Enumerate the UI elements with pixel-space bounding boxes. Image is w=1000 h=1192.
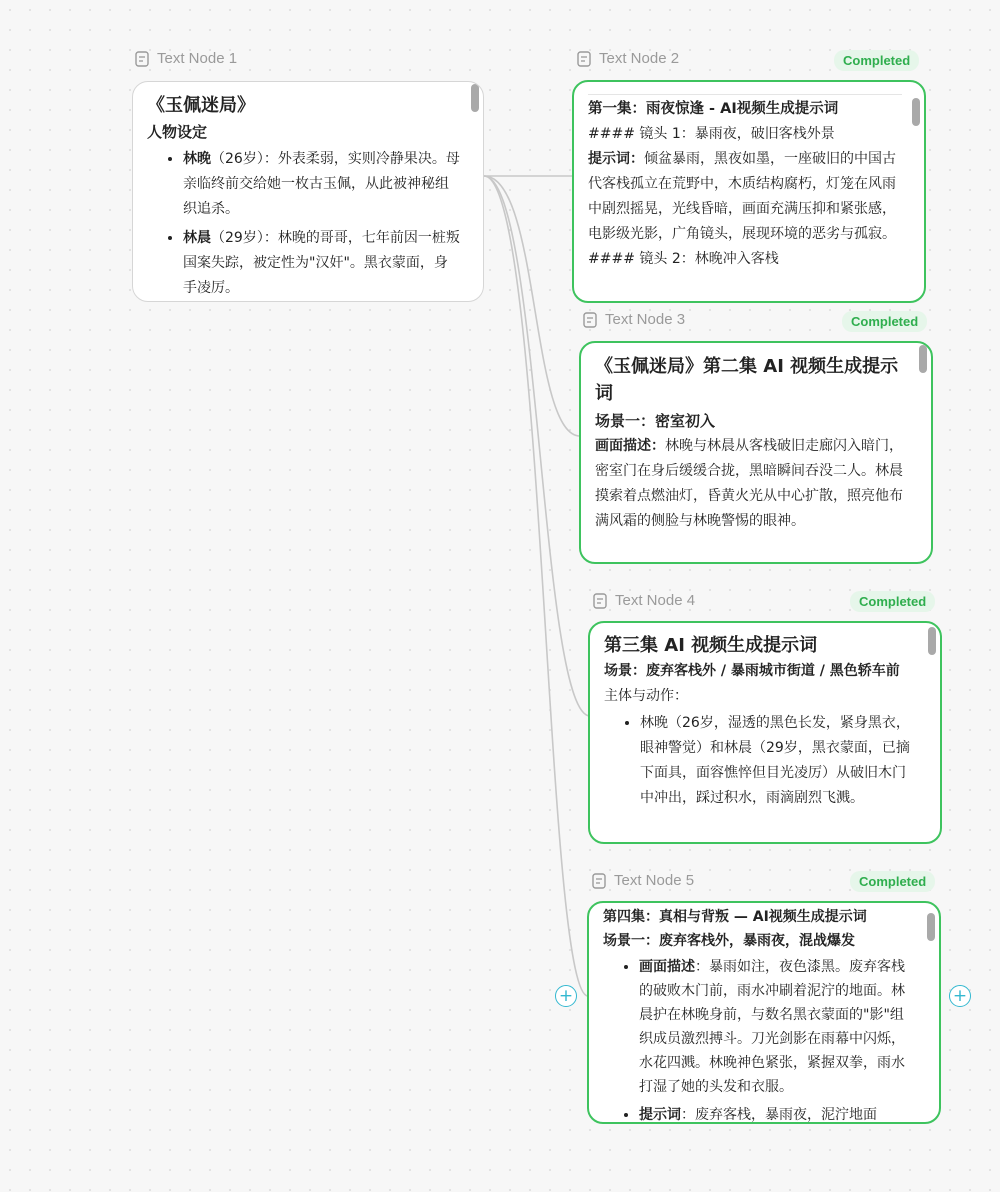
node1-header[interactable]: [135, 50, 237, 67]
list-item: • 林晚（26岁）：外表柔弱，实则冷静果决。母亲临终前交给她一枚古玉佩，从此被神秘组织追杀。: [183, 147, 461, 222]
add-node-left-button[interactable]: [555, 985, 577, 1007]
node1-title: 《玉佩迷局》: [147, 95, 255, 116]
node3-header[interactable]: [583, 311, 685, 328]
document-icon: [135, 51, 149, 67]
list-item: • 林晚（26岁，湿透的黑色长发，紧身黑衣，眼神警觉）和林晨（29岁，黑衣蒙面，已摘下面具，面容憔悴但目光凌厉）从破旧木门中冲出，踩过积水，雨滴剧烈飞溅。: [640, 711, 918, 811]
node1-label: Text Node 1: [157, 50, 238, 67]
node2-scrollbar[interactable]: [912, 98, 920, 126]
node2-shot2: #### 镜头 2：林晚冲入客栈: [588, 251, 779, 267]
node4-scrollbar[interactable]: [928, 627, 936, 655]
node2-header[interactable]: [577, 50, 679, 67]
node5-scene: 场景一：废弃客栈外，暴雨夜，混战爆发: [603, 933, 855, 949]
plus-circle-icon: +: [952, 985, 968, 1006]
node3-title: 《玉佩迷局》第二集 AI 视频生成提示词: [595, 356, 899, 404]
divider: [588, 94, 902, 95]
node2-heading: 第一集：雨夜惊逢 - AI视频生成提示词: [588, 101, 839, 117]
node5-heading: 第四集：真相与背叛 — AI视频生成提示词: [603, 909, 867, 925]
add-node-right-button[interactable]: [949, 985, 971, 1007]
status-badge: Completed: [834, 50, 919, 71]
node5-header[interactable]: [592, 872, 694, 889]
status-badge: Completed: [850, 871, 935, 892]
node4-label: Text Node 4: [615, 592, 696, 609]
edge-node1-node5: [484, 176, 588, 996]
status-badge: Completed: [842, 311, 927, 332]
text-node-2[interactable]: [572, 80, 926, 303]
node4-title: 第三集 AI 视频生成提示词: [604, 635, 818, 656]
status-badge: Completed: [850, 591, 935, 612]
plus-circle-icon: +: [558, 985, 574, 1006]
list-item: • 画面描述：暴雨如注，夜色漆黑。废弃客栈的破败木门前，雨水冲刷着泥泞的地面。林晨护在林晚身前，与数名黑衣蒙面的"影"组织成员激烈搏斗。刀光剑影在雨幕中闪烁，水花四溅。林晚神色紧张，紧握双拳，雨水打湿了她的头发和衣服。: [639, 955, 917, 1099]
node3-label: Text Node 3: [605, 311, 686, 328]
node4-header[interactable]: [593, 592, 695, 609]
node4-subject-label: 主体与动作：: [604, 688, 688, 704]
node5-label: Text Node 5: [614, 872, 695, 889]
node4-scene: 场景：废弃客栈外 / 暴雨城市街道 / 黑色轿车前: [604, 663, 900, 679]
text-node-5[interactable]: [587, 901, 941, 1124]
list-item: • 林晨（29岁）：林晚的哥哥，七年前因一桩叛国案失踪，被定性为"汉奸"。黑衣蒙面，身手凌厉。: [183, 226, 461, 301]
document-icon: [592, 873, 606, 889]
document-icon: [577, 51, 591, 67]
node3-desc: 画面描述：林晚与林晨从客栈破旧走廊闪入暗门，密室门在身后缓缓合拢，黑暗瞬间吞没二人。林晨摸索着点燃油灯，昏黄火光从中心扩散，照亮他布满风霜的侧脸与林晚警惕的眼神。: [595, 438, 903, 529]
document-icon: [593, 593, 607, 609]
node5-scrollbar[interactable]: [927, 913, 935, 941]
text-node-1[interactable]: [132, 81, 484, 302]
text-node-4[interactable]: [588, 621, 942, 844]
node2-prompt: 提示词：倾盆暴雨，黑夜如墨，一座破旧的中国古代客栈孤立在荒野中，木质结构腐朽，灯笼在风雨中剧烈摇晃，光线昏暗，画面充满压抑和紧张感，电影级光影，广角镜头，展现环境的恶劣与孤寂。: [588, 151, 896, 242]
node1-scrollbar[interactable]: [471, 84, 479, 112]
list-item: • 提示词：废弃客栈，暴雨夜，泥泞地面: [639, 1103, 917, 1124]
text-node-3[interactable]: [579, 341, 933, 564]
node2-label: Text Node 2: [599, 50, 680, 67]
document-icon: [583, 312, 597, 328]
node3-scene: 场景一：密室初入: [595, 412, 716, 430]
edge-node1-node3: [484, 176, 580, 436]
node2-shot1: #### 镜头 1：暴雨夜，破旧客栈外景: [588, 126, 835, 142]
node3-scrollbar[interactable]: [919, 345, 927, 373]
node1-section: 人物设定: [147, 123, 208, 141]
